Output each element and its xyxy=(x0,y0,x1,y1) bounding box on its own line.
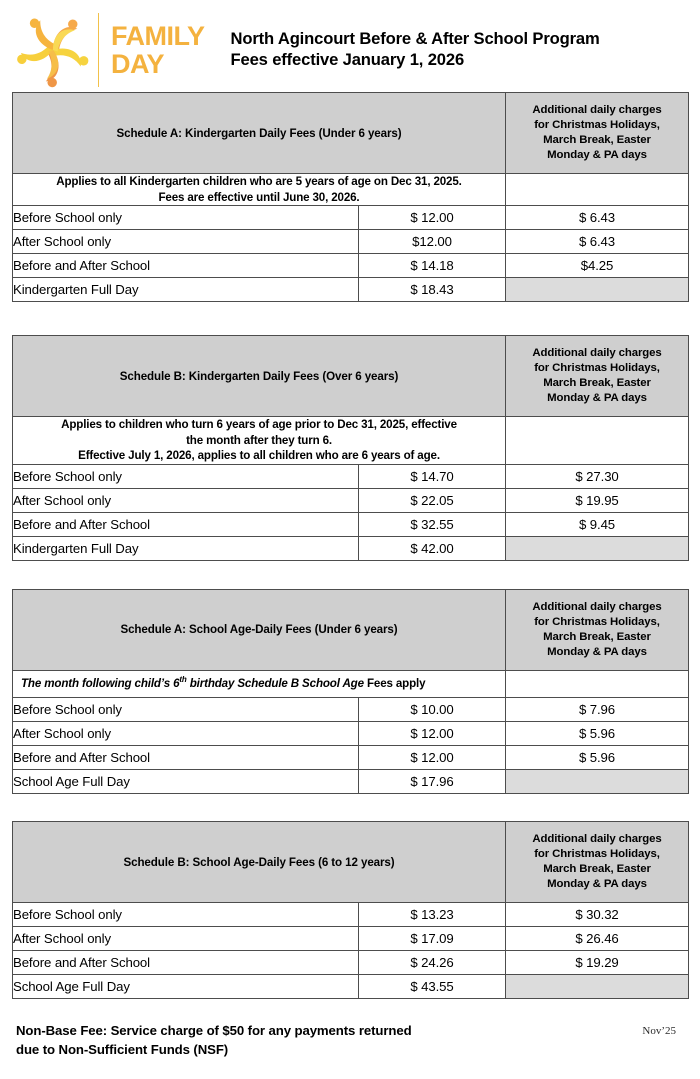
table-row xyxy=(13,698,689,722)
document-footer xyxy=(0,1021,700,1059)
additional-charges-header xyxy=(506,93,689,174)
table-row xyxy=(13,536,689,560)
table-header-row xyxy=(13,93,689,174)
row-fee: $ 32.55 xyxy=(359,512,506,536)
additional-charges-header xyxy=(506,589,689,670)
row-label: After School only xyxy=(13,230,359,254)
row-fee: $ 12.00 xyxy=(359,722,506,746)
additional-charges-line-4: Monday & PA days xyxy=(547,392,647,404)
row-extra-charge-disabled xyxy=(506,278,689,302)
eligibility-note-line-3: Effective July 1, 2026, applies to all children who are 6 years of age. xyxy=(78,449,440,462)
row-extra-charge: $4.25 xyxy=(506,254,689,278)
row-extra-charge: $ 6.43 xyxy=(506,206,689,230)
additional-charges-line-4: Monday & PA days xyxy=(547,878,647,890)
eligibility-note-line-2: the month after they turn 6. xyxy=(186,433,332,447)
eligibility-note-line-1: Applies to children who turn 6 years of age prior to Dec 31, 2025, effective xyxy=(61,418,457,431)
additional-charges-line-1: Additional daily charges xyxy=(532,347,662,359)
row-fee: $ 18.43 xyxy=(359,278,506,302)
fee-table-schedule-a-school-age-under-6 xyxy=(12,589,689,795)
row-fee: $ 43.55 xyxy=(359,975,506,999)
row-fee: $ 17.96 xyxy=(359,770,506,794)
row-extra-charge-disabled xyxy=(506,770,689,794)
additional-charges-line-1: Additional daily charges xyxy=(532,833,662,845)
row-label: Before School only xyxy=(13,206,359,230)
brand-wordmark xyxy=(111,22,205,78)
eligibility-note-mid: birthday Schedule B School Age xyxy=(186,676,364,690)
row-label: Before School only xyxy=(13,698,359,722)
additional-charges-line-3: March Break, Easter xyxy=(543,134,651,146)
additional-charges-line-1: Additional daily charges xyxy=(532,104,662,116)
additional-charges-line-3: March Break, Easter xyxy=(543,863,651,875)
table-row xyxy=(13,722,689,746)
additional-charges-line-2: for Christmas Holidays, xyxy=(534,362,660,374)
row-extra-charge: $ 6.43 xyxy=(506,230,689,254)
row-fee: $ 14.18 xyxy=(359,254,506,278)
table-header-row xyxy=(13,589,689,670)
additional-charges-line-4: Monday & PA days xyxy=(547,645,647,658)
row-label: Before and After School xyxy=(13,746,359,770)
row-extra-charge: $ 27.30 xyxy=(506,464,689,488)
additional-charges-line-2: for Christmas Holidays, xyxy=(534,119,660,131)
table-title: Schedule B: School Age-Daily Fees (6 to 12 years) xyxy=(13,822,506,903)
table-row xyxy=(13,746,689,770)
row-extra-charge: $ 30.32 xyxy=(506,903,689,927)
row-label: After School only xyxy=(13,488,359,512)
row-extra-charge: $ 19.95 xyxy=(506,488,689,512)
table-note-row xyxy=(13,670,689,698)
row-extra-charge: $ 5.96 xyxy=(506,722,689,746)
table-row xyxy=(13,951,689,975)
row-label: Before School only xyxy=(13,903,359,927)
eligibility-note-line-1: Applies to all Kindergarten children who are 5 years of age on Dec 31, 2025. xyxy=(56,175,462,188)
table-row xyxy=(13,206,689,230)
row-label: School Age Full Day xyxy=(13,975,359,999)
brand-word-day: DAY xyxy=(111,49,165,79)
row-label: Before and After School xyxy=(13,951,359,975)
table-row xyxy=(13,488,689,512)
revision-date-stamp: Nov’25 xyxy=(642,1025,676,1037)
row-extra-charge: $ 26.46 xyxy=(506,927,689,951)
row-label: Before and After School xyxy=(13,512,359,536)
additional-charges-line-2: for Christmas Holidays, xyxy=(534,615,660,628)
table-note-row xyxy=(13,417,689,465)
row-label: After School only xyxy=(13,927,359,951)
empty-cell xyxy=(506,174,689,206)
row-extra-charge: $ 7.96 xyxy=(506,698,689,722)
empty-cell xyxy=(506,670,689,698)
eligibility-note-tail: Fees apply xyxy=(363,676,426,690)
row-extra-charge: $ 9.45 xyxy=(506,512,689,536)
row-extra-charge-disabled xyxy=(506,975,689,999)
table-spacer xyxy=(0,302,700,335)
eligibility-note xyxy=(13,670,506,698)
fee-table-schedule-b-kindergarten-over-6 xyxy=(12,335,689,561)
row-fee: $ 42.00 xyxy=(359,536,506,560)
row-label: Kindergarten Full Day xyxy=(13,536,359,560)
row-fee: $ 17.09 xyxy=(359,927,506,951)
fee-table-schedule-b-school-age-6-to-12 xyxy=(12,821,689,999)
row-fee: $ 12.00 xyxy=(359,206,506,230)
row-fee: $ 12.00 xyxy=(359,746,506,770)
table-title: Schedule A: School Age-Daily Fees (Under 6 years) xyxy=(13,589,506,670)
non-base-fee-note-line-1: Non-Base Fee: Service charge of $50 for any payments returned xyxy=(16,1023,412,1038)
row-extra-charge: $ 5.96 xyxy=(506,746,689,770)
row-fee: $ 24.26 xyxy=(359,951,506,975)
non-base-fee-note xyxy=(16,1021,412,1059)
row-fee: $ 14.70 xyxy=(359,464,506,488)
brand-word-family: FAMILY xyxy=(111,21,205,51)
table-row xyxy=(13,927,689,951)
table-title: Schedule A: Kindergarten Daily Fees (Under 6 years) xyxy=(13,93,506,174)
table-row xyxy=(13,278,689,302)
empty-cell xyxy=(506,417,689,465)
document-header xyxy=(0,0,700,92)
table-spacer xyxy=(0,561,700,589)
table-row xyxy=(13,464,689,488)
table-title: Schedule B: Kindergarten Daily Fees (Over 6 years) xyxy=(13,336,506,417)
row-fee: $12.00 xyxy=(359,230,506,254)
additional-charges-line-3: March Break, Easter xyxy=(543,630,651,643)
ordinal-suffix: th xyxy=(179,674,187,684)
additional-charges-line-4: Monday & PA days xyxy=(547,149,647,161)
table-row xyxy=(13,230,689,254)
row-label: School Age Full Day xyxy=(13,770,359,794)
row-extra-charge: $ 19.29 xyxy=(506,951,689,975)
row-fee: $ 13.23 xyxy=(359,903,506,927)
family-day-pinwheel-logo-icon xyxy=(14,12,92,88)
eligibility-note xyxy=(13,417,506,465)
brand-divider xyxy=(98,13,99,87)
page-title-line-1: North Agincourt Before & After School Program xyxy=(230,29,600,48)
eligibility-note-line-2: Fees are effective until June 30, 2026. xyxy=(158,190,360,204)
additional-charges-line-1: Additional daily charges xyxy=(532,600,662,613)
table-row xyxy=(13,254,689,278)
family-day-brand xyxy=(14,12,205,88)
row-label: After School only xyxy=(13,722,359,746)
page-title xyxy=(231,28,600,70)
row-label: Before and After School xyxy=(13,254,359,278)
row-fee: $ 22.05 xyxy=(359,488,506,512)
table-row xyxy=(13,770,689,794)
table-row xyxy=(13,975,689,999)
row-fee: $ 10.00 xyxy=(359,698,506,722)
table-row xyxy=(13,512,689,536)
fee-table-schedule-a-kindergarten-under-6 xyxy=(12,92,689,302)
table-spacer xyxy=(0,794,700,821)
page-title-line-2: Fees effective January 1, 2026 xyxy=(230,50,465,69)
table-header-row xyxy=(13,822,689,903)
row-label: Kindergarten Full Day xyxy=(13,278,359,302)
row-label: Before School only xyxy=(13,464,359,488)
additional-charges-header xyxy=(506,822,689,903)
additional-charges-line-2: for Christmas Holidays, xyxy=(534,848,660,860)
row-extra-charge-disabled xyxy=(506,536,689,560)
eligibility-note-prefix: The month following child’s 6 xyxy=(21,676,180,690)
additional-charges-line-3: March Break, Easter xyxy=(543,377,651,389)
table-row xyxy=(13,903,689,927)
table-note-row xyxy=(13,174,689,206)
additional-charges-header xyxy=(506,336,689,417)
eligibility-note xyxy=(13,174,506,206)
table-header-row xyxy=(13,336,689,417)
non-base-fee-note-line-2: due to Non-Sufficient Funds (NSF) xyxy=(16,1042,229,1057)
